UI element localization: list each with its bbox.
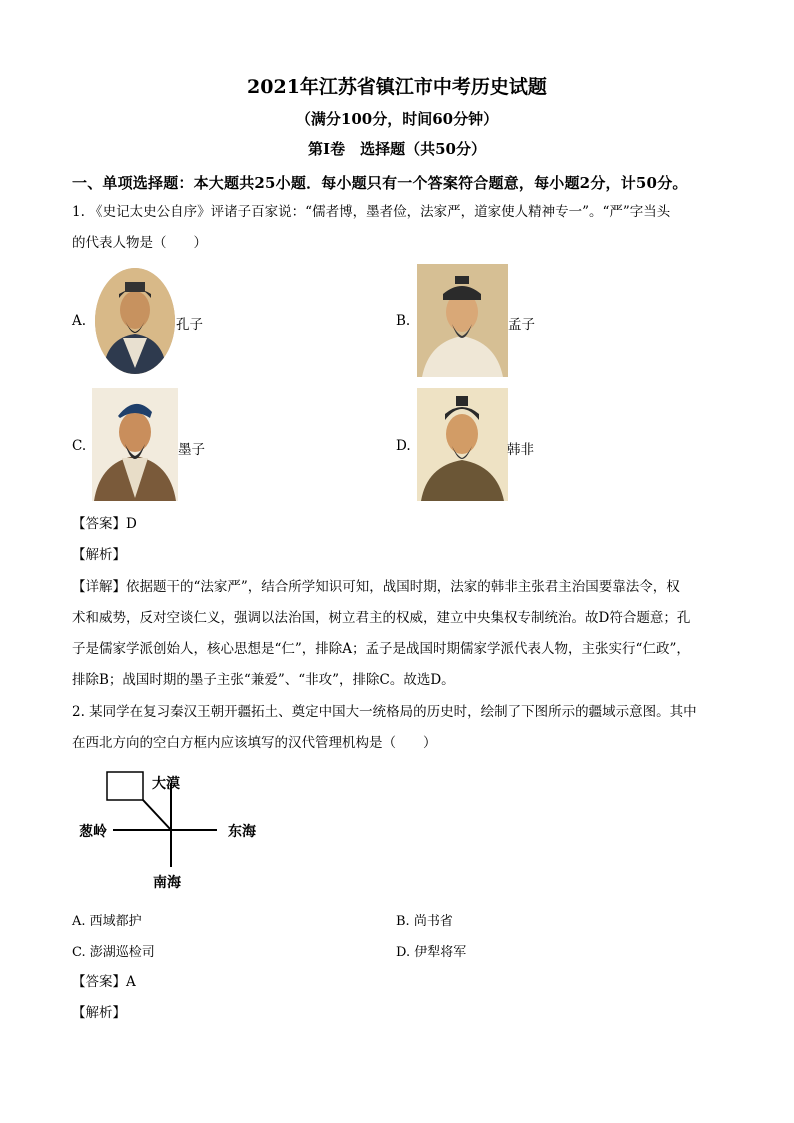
confucius-portrait <box>95 268 175 374</box>
q2-option-a-letter: A. <box>72 914 86 929</box>
q1-option-c-letter: C. <box>72 438 87 454</box>
page-title: 2021年江苏省镇江市中考历史试题 <box>247 76 547 98</box>
q1-stem-line2: 的代表人物是（ ） <box>72 235 207 251</box>
q1-option-a-name: 孔子 <box>176 317 203 333</box>
q1-detail-line4: 排除B；战国时期的墨子主张“兼爱”、“非攻”，排除C。故选D。 <box>72 672 455 688</box>
q1-stem-line1: 1. 《史记太史公自序》评诸子百家说：“儒者博，墨者俭，法家严，道家使人精神专一”。“严”字当头 <box>72 204 671 220</box>
label-east: 东海 <box>228 824 256 840</box>
mozi-portrait <box>92 388 178 501</box>
q1-option-d-name: 韩非 <box>507 442 534 458</box>
blank-box <box>107 772 143 800</box>
q1-detail-line2: 术和威势，反对空谈仁义，强调以法治国，树立君主的权威，建立中央集权专制统治。故D符合题意；孔 <box>72 610 691 626</box>
volume-heading: 第Ⅰ卷 选择题（共50分） <box>308 140 486 158</box>
answer-value: D <box>126 516 137 532</box>
mencius-portrait <box>417 264 508 377</box>
q2-stem-line2: 在西北方向的空白方框内应该填写的汉代管理机构是（ ） <box>72 735 437 751</box>
label-west: 葱岭 <box>79 824 107 840</box>
q1-answer <box>72 514 137 534</box>
q1-option-b-name: 孟子 <box>508 317 535 333</box>
q2-analysis-label: 【解析】 <box>72 1005 126 1021</box>
q2-option-d <box>396 941 466 960</box>
q2-option-c <box>72 941 155 960</box>
q2-option-c-letter: C. <box>72 945 86 960</box>
q1-option-d-letter: D. <box>396 438 411 454</box>
q1-option-b-letter: B. <box>396 313 411 329</box>
q2-option-d-letter: D. <box>396 945 411 960</box>
answer-value: A <box>126 974 136 990</box>
answer-label: 【答案】 <box>72 516 126 532</box>
q1-option-c-name: 墨子 <box>178 442 205 458</box>
q2-option-c-text: 澎湖巡检司 <box>89 945 155 960</box>
q2-option-a <box>72 910 142 929</box>
q2-option-b-text: 尚书省 <box>413 914 453 929</box>
q1-analysis-label: 【解析】 <box>72 547 126 563</box>
q2-stem-line1: 2. 某同学在复习秦汉王朝开疆拓土、奠定中国大一统格局的历史时，绘制了下图所示的疆域示意图。其中 <box>72 704 697 720</box>
label-north: 大漠 <box>152 776 180 792</box>
exam-subtitle: （满分100分，时间60分钟） <box>295 110 499 128</box>
q2-option-a-text: 西域都护 <box>89 914 142 929</box>
answer-label: 【答案】 <box>72 974 126 990</box>
diagonal-line <box>143 800 171 830</box>
q1-detail-line3: 子是儒家学派创始人，核心思想是“仁”，排除A；孟子是战国时期儒家学派代表人物，主张实行“仁政”， <box>72 641 690 657</box>
q2-answer <box>72 972 136 992</box>
q2-option-b <box>396 910 453 929</box>
q1-detail-line1: 【详解】依据题干的“法家严”，结合所学知识可知，战国时期，法家的韩非主张君主治国要靠法令，权 <box>72 579 680 595</box>
q1-option-a-letter: A. <box>72 313 87 329</box>
q2-option-d-text: 伊犁将军 <box>414 945 467 960</box>
section-heading: 一、单项选择题：本大题共25小题．每小题只有一个答案符合题意，每小题2分，计50分。 <box>72 174 688 192</box>
hanfei-portrait <box>417 388 508 501</box>
label-south: 南海 <box>153 875 181 891</box>
q2-option-b-letter: B. <box>396 914 410 929</box>
